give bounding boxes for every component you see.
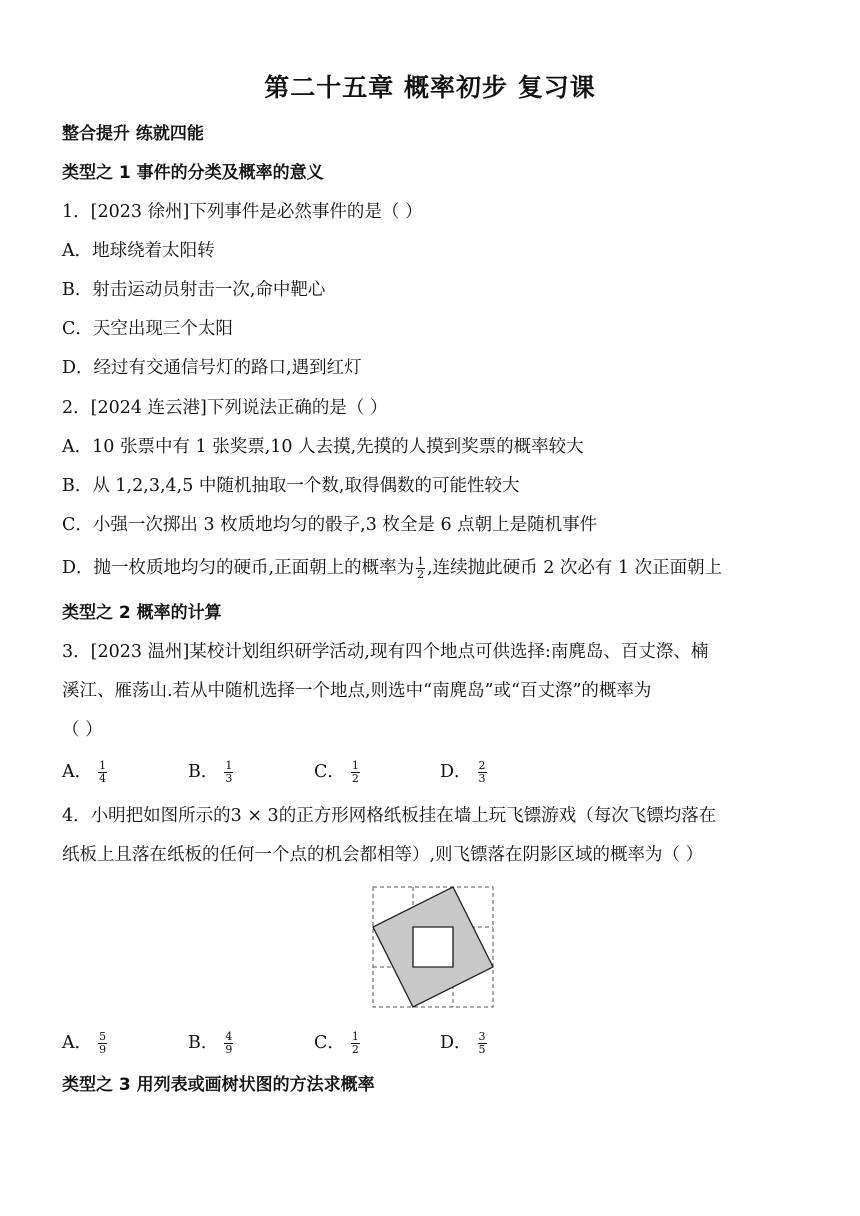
option-label: B． xyxy=(188,1033,219,1053)
q2-option-d-text-post: ,连续抛此硬币 2 次必有 1 次正面朝上 xyxy=(427,558,723,578)
grid-figure xyxy=(372,886,496,1010)
q4-line-1: 4．小明把如图所示的3 × 3的正方形网格纸板挂在墙上玩飞镖游戏（每次飞镖均落在 xyxy=(62,806,717,826)
type-2-heading: 类型之 2 概率的计算 xyxy=(62,603,222,623)
q4-line-2: 纸板上且落在纸板的任何一个点的机会都相等）,则飞镖落在阴影区域的概率为（ ） xyxy=(62,845,704,865)
option-label: C． xyxy=(314,762,345,782)
fraction xyxy=(224,760,233,785)
fraction-denominator: 2 xyxy=(351,772,359,785)
inner-lines xyxy=(413,927,453,967)
q3-option-b xyxy=(188,760,235,785)
fraction-denominator: 3 xyxy=(478,772,486,785)
option-label: D． xyxy=(440,762,472,782)
fraction-denominator: 3 xyxy=(225,772,233,785)
fraction xyxy=(416,556,425,581)
q4-option-c xyxy=(314,1031,362,1056)
fraction-numerator: 1 xyxy=(417,555,425,568)
fraction xyxy=(351,760,360,785)
type-3-heading: 类型之 3 用列表或画树状图的方法求概率 xyxy=(62,1075,375,1095)
type-1-heading: 类型之 1 事件的分类及概率的意义 xyxy=(62,163,324,183)
q2-option-c: C．小强一次掷出 3 枚质地均匀的骰子,3 枚全是 6 点朝上是随机事件 xyxy=(62,515,598,535)
fraction-numerator: 1 xyxy=(99,759,107,772)
q3-line-1: 3．[2023 温州]某校计划组织研学活动,现有四个地点可供选择:南麂岛、百丈漈、楠 xyxy=(62,642,709,662)
q2-option-b: B．从 1,2,3,4,5 中随机抽取一个数,取得偶数的可能性较大 xyxy=(62,476,520,496)
q2-option-a: A．10 张票中有 1 张奖票,10 人去摸,先摸的人摸到奖票的概率较大 xyxy=(62,437,584,457)
q4-option-b xyxy=(188,1031,235,1056)
q1-option-a: A．地球绕着太阳转 xyxy=(62,241,215,261)
fraction xyxy=(478,760,487,785)
fraction-numerator: 3 xyxy=(478,1030,486,1043)
shaded-region xyxy=(373,887,493,1007)
fraction xyxy=(98,760,107,785)
option-label: C． xyxy=(314,1033,345,1053)
fraction-denominator: 4 xyxy=(99,772,107,785)
q4-option-a xyxy=(62,1031,109,1056)
fraction-denominator: 5 xyxy=(478,1043,486,1056)
page-title: 第二十五章 概率初步 复习课 xyxy=(264,73,596,102)
q1-option-b: B．射击运动员射击一次,命中靶心 xyxy=(62,280,326,300)
q4-option-d xyxy=(440,1031,489,1056)
option-label: A． xyxy=(62,762,93,782)
fraction xyxy=(351,1031,360,1056)
q1-option-d: D．经过有交通信号灯的路口,遇到红灯 xyxy=(62,358,362,378)
fraction-denominator: 9 xyxy=(225,1043,233,1056)
q1-stem: 1．[2023 徐州]下列事件是必然事件的是（ ） xyxy=(62,202,423,222)
q1-option-c: C．天空出现三个太阳 xyxy=(62,319,233,339)
fraction-numerator: 1 xyxy=(351,1030,359,1043)
fraction-numerator: 1 xyxy=(225,759,233,772)
fraction-numerator: 2 xyxy=(478,759,486,772)
q3-option-c xyxy=(314,760,362,785)
q2-option-d-text-pre: D．抛一枚质地均匀的硬币,正面朝上的概率为 xyxy=(62,558,415,578)
fraction-numerator: 1 xyxy=(351,759,359,772)
fraction-denominator: 2 xyxy=(417,568,425,581)
fraction-denominator: 9 xyxy=(99,1043,107,1056)
fraction-numerator: 4 xyxy=(225,1030,233,1043)
q2-option-d xyxy=(62,556,722,581)
q3-option-a xyxy=(62,760,109,785)
q3-option-d xyxy=(440,760,489,785)
option-label: A． xyxy=(62,1033,93,1053)
q3-line-3: （ ） xyxy=(62,720,103,740)
fraction xyxy=(478,1031,487,1056)
option-label: D． xyxy=(440,1033,472,1053)
option-label: B． xyxy=(188,762,219,782)
fraction xyxy=(224,1031,233,1056)
q2-stem: 2．[2024 连云港]下列说法正确的是（ ） xyxy=(62,398,388,418)
section-heading: 整合提升 练就四能 xyxy=(62,124,204,144)
q3-line-2: 溪江、雁荡山.若从中随机选择一个地点,则选中“南麂岛”或“百丈漈”的概率为 xyxy=(62,681,652,701)
fraction-numerator: 5 xyxy=(99,1030,107,1043)
fraction-denominator: 2 xyxy=(351,1043,359,1056)
fraction xyxy=(98,1031,107,1056)
